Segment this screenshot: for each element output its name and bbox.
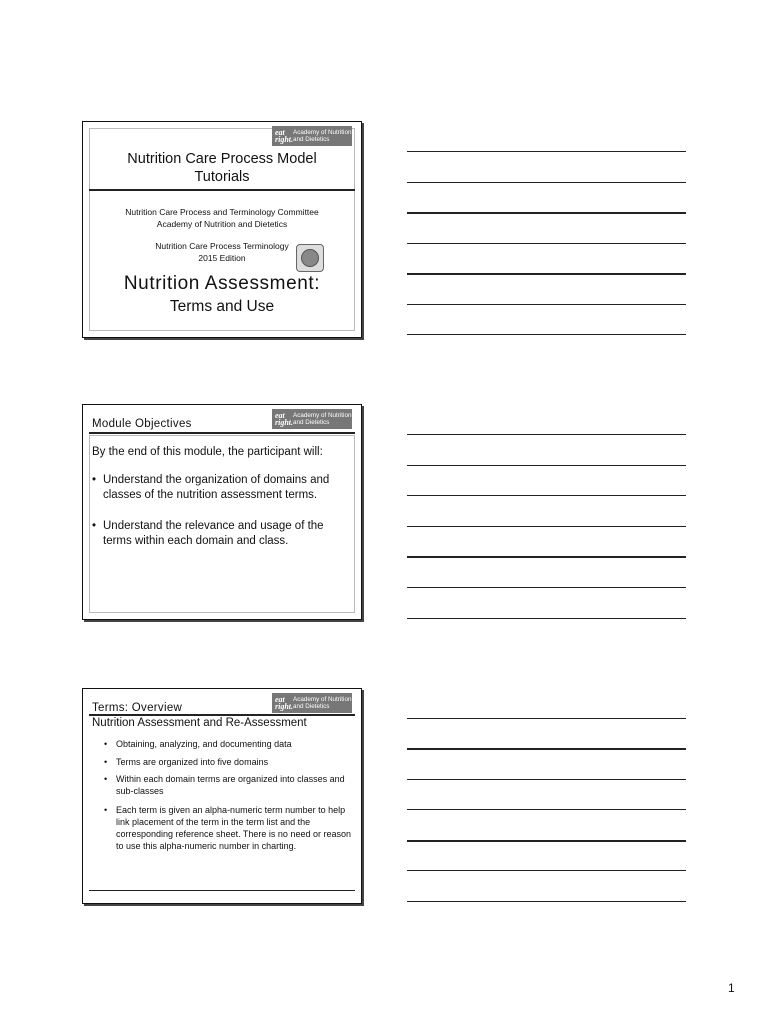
note-line [407, 870, 686, 871]
academy-logo: eat right. Academy of Nutrition and Dietetics [272, 693, 352, 713]
note-line [407, 748, 686, 750]
slide-title-text: Nutrition Care Process Model Tutorials [127, 151, 317, 185]
note-line [407, 465, 686, 466]
academy-logo: eat right. Academy of Nutrition and Dietetics [272, 409, 352, 429]
note-line [407, 587, 686, 588]
note-line [407, 901, 686, 902]
title-rule [89, 714, 355, 716]
page-number: 1 [728, 981, 735, 995]
overview-bullet: • Each term is given an alpha-numeric term number to help link placement of the term in the term list and the corresponding reference sheet. There is no need or reason to use this alpha-numeric number in charting. [104, 805, 351, 851]
note-line [407, 243, 686, 244]
note-line [407, 618, 686, 619]
note-line [407, 434, 686, 435]
note-line [407, 556, 686, 558]
note-line [407, 273, 686, 275]
lead-text: By the end of this module, the participant will: [92, 446, 323, 458]
overview-bullet: • Terms are organized into five domains [104, 757, 269, 767]
overview-bullet: • Within each domain terms are organized into classes and sub-classes [104, 774, 345, 796]
note-line [407, 212, 686, 214]
title-rule [89, 189, 355, 191]
note-line [407, 495, 686, 496]
objective-bullet: • Understand the relevance and usage of the terms within each domain and class. [92, 520, 324, 547]
slide-title: Terms: Overview [92, 702, 183, 714]
note-line [407, 779, 686, 780]
main-subtitle: Terms and Use [169, 298, 275, 315]
note-line [407, 840, 686, 842]
slide-title [82, 121, 362, 338]
ncpt-badge-icon [296, 244, 324, 272]
main-title: Nutrition Assessment: [123, 273, 321, 294]
bottom-rule [89, 890, 355, 891]
slide-module-objectives [82, 404, 362, 620]
note-line [407, 334, 686, 335]
terminology-text: Nutrition Care Process Terminology 2015 Edition [155, 241, 289, 263]
note-line [407, 809, 686, 810]
logo-mark: eat right. [275, 128, 294, 144]
academy-logo [272, 126, 352, 146]
note-line [407, 718, 686, 719]
title-rule [89, 432, 355, 434]
note-line [407, 304, 686, 305]
slide-terms-overview [82, 688, 362, 904]
note-line [407, 526, 686, 527]
overview-bullet: • Obtaining, analyzing, and documenting data [104, 739, 292, 749]
note-line [407, 151, 686, 152]
objective-bullet: • Understand the organization of domains and classes of the nutrition assessment terms. [92, 474, 330, 501]
logo-org-name: Academy of Nutrition and Dietetics [293, 129, 352, 143]
slide-title: Module Objectives [92, 418, 192, 430]
note-line [407, 182, 686, 183]
committee-text: Nutrition Care Process and Terminology Committee Academy of Nutrition and Dietetics [125, 207, 319, 229]
section-heading: Nutrition Assessment and Re-Assessment [92, 717, 307, 729]
